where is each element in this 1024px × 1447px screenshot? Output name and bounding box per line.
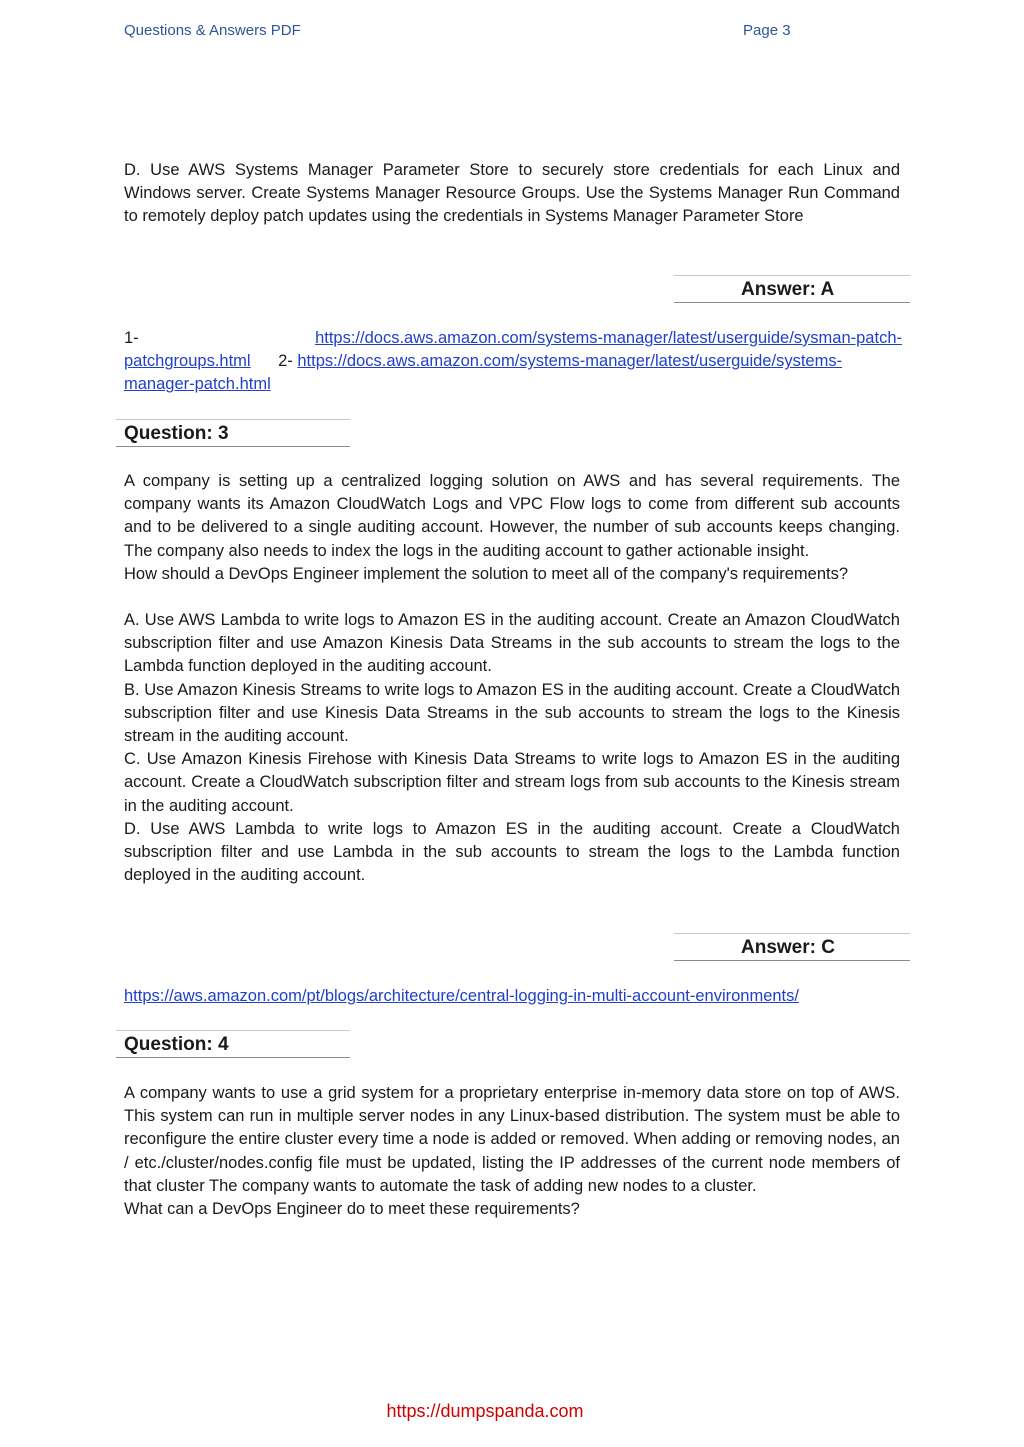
spacer xyxy=(124,586,900,609)
reference-link-2a[interactable]: https://docs.aws.amazon.com/systems-manager/latest/userguide/systems- xyxy=(297,352,843,371)
header-title: Questions & Answers PDF xyxy=(124,22,301,39)
answer-box-q2 xyxy=(674,275,910,303)
question-prompt: How should a DevOps Engineer implement the solution to meet all of the company's requirements? xyxy=(124,564,849,583)
reference-link-1a[interactable]: https://docs.aws.amazon.com/systems-manager/latest/userguide/sysman-patch- xyxy=(315,329,902,347)
question-prompt: What can a DevOps Engineer do to meet these requirements? xyxy=(124,1200,580,1219)
references-q2 xyxy=(124,327,904,397)
answer-box-q3 xyxy=(674,933,910,961)
option-d: D. Use AWS Lambda to write logs to Amazon ES in the auditing account. Create a CloudWatch subscription filter and use Lambda in the sub accounts to stream the logs to the Lambda function deployed in the auditing account. xyxy=(124,819,900,885)
previous-option-d xyxy=(124,159,900,229)
reference-link[interactable]: https://aws.amazon.com/pt/blogs/architecture/central-logging-in-multi-account-environments/ xyxy=(124,987,799,1005)
question-title: Question: 3 xyxy=(124,423,229,444)
reference-link-1b[interactable]: patchgroups.html xyxy=(124,352,251,371)
question-4-content xyxy=(124,1082,900,1221)
reference-number-1: 1- xyxy=(124,329,139,347)
question-body: A company wants to use a grid system for a proprietary enterprise in-memory data store on top of AWS. This system can run in multiple server nodes in any Linux-based distribution. The system must be able to reconfigure the entire cluster every time a node is added or removed. When adding or removing nodes, an / etc./cluster/nodes.config file must be updated, listing the IP addresses of the current node members of that cluster The company wants to automate the task of adding new nodes to a cluster. xyxy=(124,1084,900,1195)
page-number: Page 3 xyxy=(743,22,791,39)
answer-label: Answer: A xyxy=(741,279,835,300)
footer-link[interactable]: https://dumpspanda.com xyxy=(386,1401,584,1421)
question-3-heading xyxy=(116,419,350,447)
option-c: C. Use Amazon Kinesis Firehose with Kinesis Data Streams to write logs to Amazon ES in the auditing account. Create a CloudWatch subscription filter and stream logs from sub accounts to the Kinesis stream in the auditing account. xyxy=(124,750,900,815)
answer-label: Answer: C xyxy=(741,937,835,958)
option-a: A. Use AWS Lambda to write logs to Amazon ES in the auditing account. Create an Amazon CloudWatch subscription filter and use Amazon Kinesis Data Streams in the sub accounts to stream the logs to the Lambda function deployed in the auditing account. xyxy=(124,611,900,676)
reference-q3 xyxy=(124,985,904,1008)
option-d-text: D. Use AWS Systems Manager Parameter Store to securely store credentials for each Linux and Windows server. Create Systems Manager Resource Groups. Use the Systems Manager Run Command to remotely deploy patch updates using the credentials in Systems Manager Parameter Store xyxy=(124,161,900,226)
question-title: Question: 4 xyxy=(124,1034,229,1055)
reference-line-2 xyxy=(124,350,904,373)
option-b: B. Use Amazon Kinesis Streams to write logs to Amazon ES in the auditing account. Create a CloudWatch subscription filter and use Kinesis Data Streams in the sub accounts to stream the logs to the Kinesis stream in the auditing account. xyxy=(124,680,900,746)
question-body: A company is setting up a centralized logging solution on AWS and has several requirements. The company wants its Amazon CloudWatch Logs and VPC Flow logs to come from different sub accounts and to be delivered to a single auditing account. However, the number of sub accounts keeps changing. The company also needs to index the logs in the auditing account to gather actionable insight. xyxy=(124,472,900,560)
reference-line-3 xyxy=(124,373,904,396)
reference-number-2: 2- xyxy=(278,352,293,371)
reference-line-1 xyxy=(124,327,902,350)
question-3-content xyxy=(124,470,900,887)
reference-link-2b[interactable]: manager-patch.html xyxy=(124,375,271,394)
question-4-heading xyxy=(116,1030,350,1058)
